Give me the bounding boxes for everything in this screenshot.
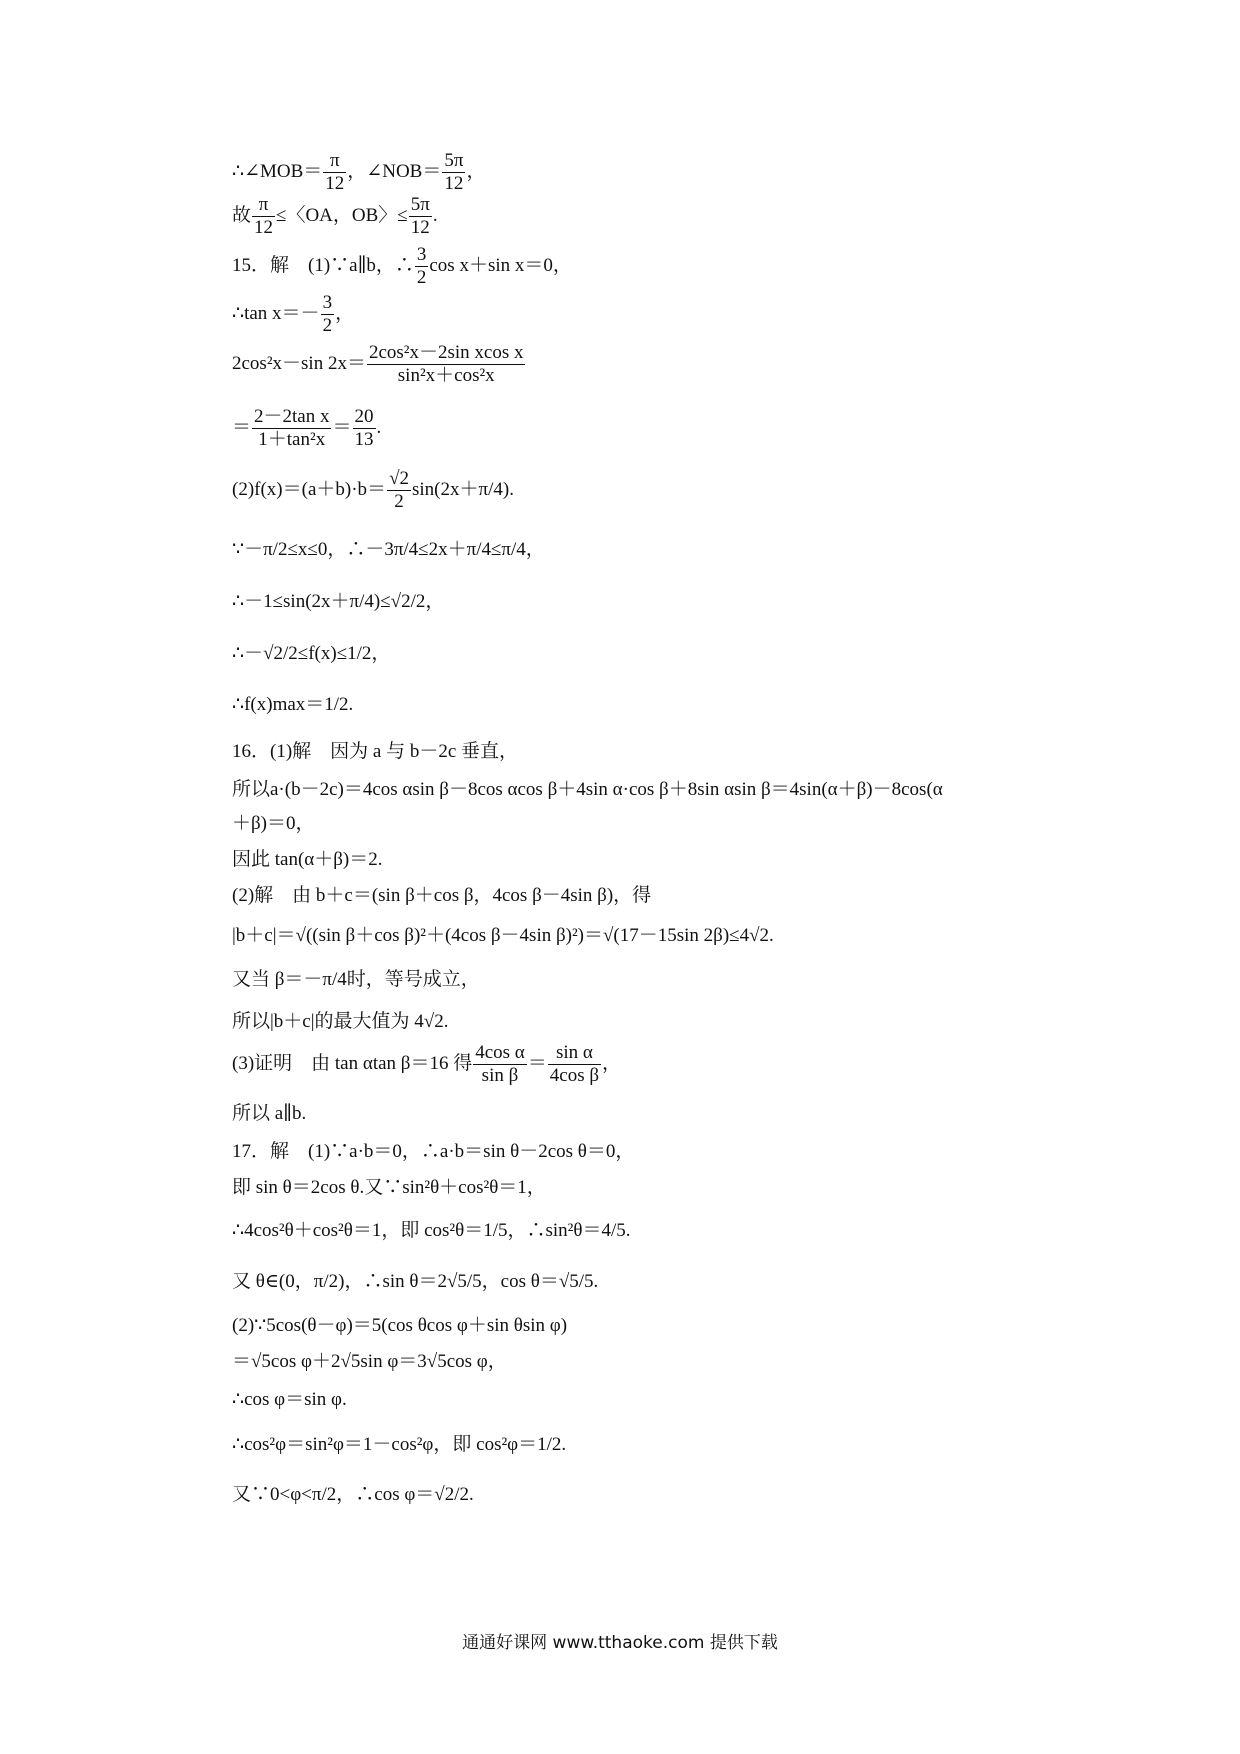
line-7: (2)f(x)＝(a＋b)·b＝ $\frac{√2}{2}$ sin(2x＋π/4). [232, 468, 514, 512]
line-28: ∴cos φ＝sin φ. [232, 1389, 347, 1410]
fraction: $\frac{\text{2－2tan x}}{\text{1＋tan²x}}$ [254, 406, 330, 450]
line-26: (2)∵5cos(θ－φ)＝5(cos θcos φ＋sin θsin φ) [232, 1315, 568, 1336]
line-1: ∴∠MOB＝ $\frac{\pi}{12}$ ，∠NOB＝ $\frac{5\pi}{12}$ ， [232, 150, 486, 194]
fraction: $\frac{5\pi}{12}$ [410, 194, 430, 238]
line-5 [232, 342, 1092, 406]
text: 2cos²x－sin 2x＝ [232, 352, 366, 374]
line-29: ∴cos²φ＝sin²φ＝1－cos²φ，即 cos²φ＝1/2. [232, 1434, 567, 1455]
line-6: ＝ $\frac{\text{2－2tan x}}{\text{1＋tan²x}}$ ＝ $\frac{20}{13}$ . [232, 406, 382, 450]
line-17: |b＋c|＝√((sin β＋cos β)²＋(4cos β－4sin β)²)＝√(17－15sin 2β)≤4√2. [232, 925, 774, 946]
line-9: ∴－1≤sin(2x＋π/4)≤√2/2， [232, 591, 445, 612]
text: 15．解 (1)∵a∥b，∴ [232, 254, 414, 276]
line-23: 即 sin θ＝2cos θ.又∵sin²θ＋cos²θ＝1， [232, 1177, 546, 1198]
line-25: 又 θ∈(0，π/2)，∴sin θ＝2√5/5，cos θ＝√5/5. [232, 1271, 599, 1292]
text: (3)证明 由 tan αtan β＝16 得 [232, 1052, 473, 1074]
line-4: ∴tan x＝－ $\frac{3}{2}$ ， [232, 292, 355, 336]
line-10: ∴－√2/2≤f(x)≤1/2， [232, 643, 391, 664]
fraction: $\frac{3}{2}$ [322, 292, 333, 336]
line-2: 故 $\frac{\pi}{12}$ ≤〈OA，OB〉≤ $\frac{5\pi}{12}$ . [232, 194, 438, 238]
text: ，∠NOB＝ [347, 160, 442, 182]
text: ∴tan x＝－ [232, 302, 320, 324]
solution-text [232, 150, 1092, 1520]
fraction: $\frac{\text{sin α}}{\text{4cos β}}$ [549, 1042, 600, 1086]
fraction: $\frac{3}{2}$ [416, 244, 427, 288]
line-27: ＝√5cos φ＋2√5sin φ＝3√5cos φ， [232, 1351, 507, 1372]
fraction: $\frac{\text{4cos α}}{\text{sin β}}$ [475, 1042, 525, 1086]
text: (2)f(x)＝(a＋b)·b＝ [232, 478, 387, 500]
line-18: 又当 β＝－π/4时，等号成立， [232, 969, 480, 990]
line-30: 又∵0<φ<π/2，∴cos φ＝√2/2. [232, 1484, 474, 1505]
line-24: ∴4cos²θ＋cos²θ＝1，即 cos²θ＝1/5，∴sin²θ＝4/5. [232, 1220, 631, 1241]
line-22: 17．解 (1)∵a·b＝0，∴a·b＝sin θ－2cos θ＝0， [232, 1141, 635, 1162]
line-21: 所以 a∥b. [232, 1103, 307, 1124]
line-11: ∴f(x)max＝1/2. [232, 694, 354, 715]
text: ＝ [232, 416, 252, 438]
fraction: $\frac{\pi}{12}$ [325, 150, 345, 194]
text: ∴∠MOB＝ [232, 160, 323, 182]
line-19: 所以|b＋c|的最大值为 4√2. [232, 1011, 449, 1032]
line-14: ＋β)＝0， [232, 813, 315, 834]
fraction: $\frac{\pi}{12}$ [254, 194, 274, 238]
fraction: $\frac{\text{2cos²x－2sin xcos x}}{\text{sin²x＋cos²x}}$ [368, 342, 524, 386]
fraction: $\frac{5\pi}{12}$ [444, 150, 464, 194]
line-15: 因此 tan(α＋β)＝2. [232, 849, 383, 870]
line-16: (2)解 由 b＋c＝(sin β＋cos β，4cos β－4sin β)，得 [232, 885, 652, 906]
line-3: 15．解 (1)∵a∥b，∴ $\frac{3}{2}$ cos x＋sin x＝0， [232, 244, 572, 288]
line-12: 16．(1)解 因为 a 与 b－2c 垂直， [232, 741, 519, 762]
fraction: $\frac{√2}{2}$ [389, 468, 409, 512]
text: ≤〈OA，OB〉≤ [276, 204, 408, 226]
line-8: ∵－π/2≤x≤0，∴－3π/4≤2x＋π/4≤π/4， [232, 539, 545, 560]
line-20: (3)证明 由 tan αtan β＝16 得 $\frac{\text{4cos α}}{\text{sin β}}$ ＝ $\frac{\text{sin α}}{\text{4cos β}}$ ， [232, 1042, 622, 1086]
footer-credit: 通通好课网 www.tthaoke.com 提供下载 [462, 1633, 778, 1653]
fraction: $\frac{20}{13}$ [354, 406, 374, 450]
line-13: 所以a·(b－2c)＝4cos αsin β－8cos αcos β＋4sin α·cos β＋8sin αsin β＝4sin(α＋β)－8cos(α [232, 779, 943, 800]
text: 故 [232, 204, 252, 226]
